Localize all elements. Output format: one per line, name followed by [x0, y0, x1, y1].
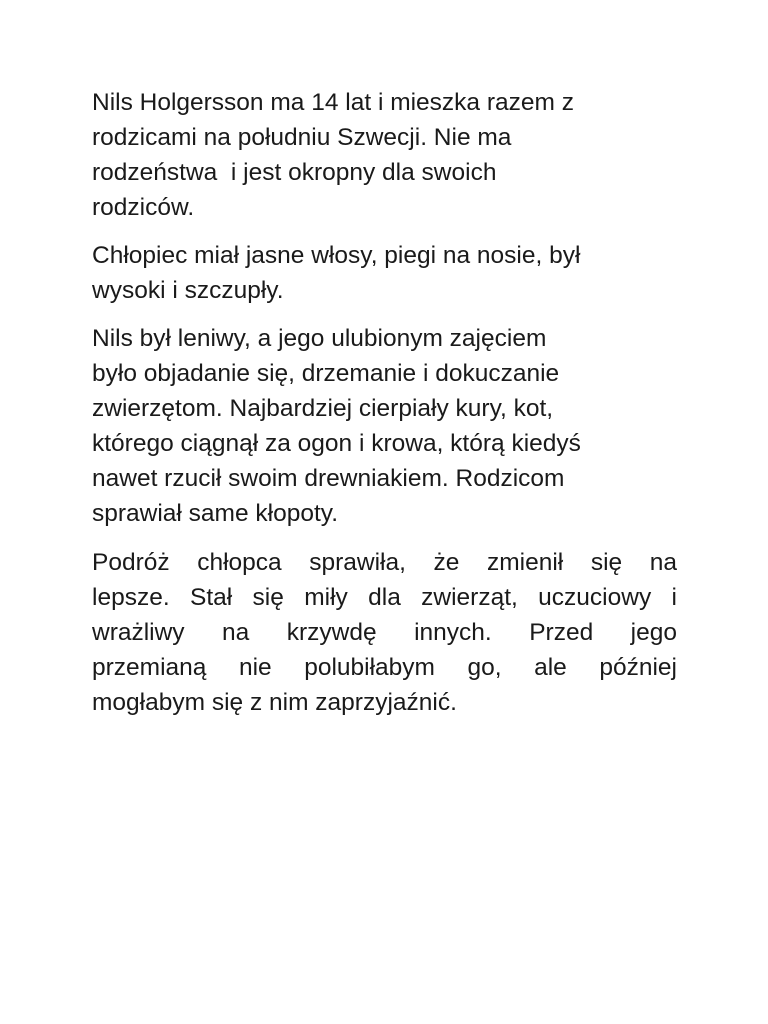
paragraph-line: wrażliwy na krzywdę innych. Przed jego	[92, 619, 677, 646]
paragraph-line: Nils Holgersson ma 14 lat i mieszka razem z	[92, 89, 574, 116]
paragraph-line: Nils był leniwy, a jego ulubionym zajęciem	[92, 325, 547, 352]
paragraph-line: Podróż chłopca sprawiła, że zmienił się na	[92, 549, 677, 576]
paragraph-line: przemianą nie polubiłabym go, ale później	[92, 654, 677, 681]
paragraph-line: Chłopiec miał jasne włosy, piegi na nosie, był	[92, 242, 581, 269]
paragraph-line: sprawiał same kłopoty.	[92, 500, 339, 527]
paragraph-line: zwierzętom. Najbardziej cierpiały kury, kot,	[92, 395, 554, 422]
paragraph-line: rodziców.	[92, 194, 195, 221]
paragraph-line: lepsze. Stał się miły dla zwierząt, uczuciowy i	[92, 584, 677, 611]
paragraph-line: którego ciągnął za ogon i krowa, którą kiedyś	[92, 430, 581, 457]
paragraph-1	[92, 85, 677, 225]
paragraph-line: rodzeństwa i jest okropny dla swoich	[92, 159, 497, 186]
paragraph-line: rodzicami na południu Szwecji. Nie ma	[92, 124, 512, 151]
paragraph-line: nawet rzucił swoim drewniakiem. Rodzicom	[92, 465, 565, 492]
paragraph-2	[92, 238, 677, 308]
paragraph-4	[92, 545, 677, 720]
paragraph-line: było objadanie się, drzemanie i dokuczanie	[92, 360, 560, 387]
paragraph-line: wysoki i szczupły.	[92, 277, 284, 304]
paragraph-line: mogłabym się z nim zaprzyjaźnić.	[92, 689, 457, 716]
paragraph-3	[92, 321, 677, 531]
